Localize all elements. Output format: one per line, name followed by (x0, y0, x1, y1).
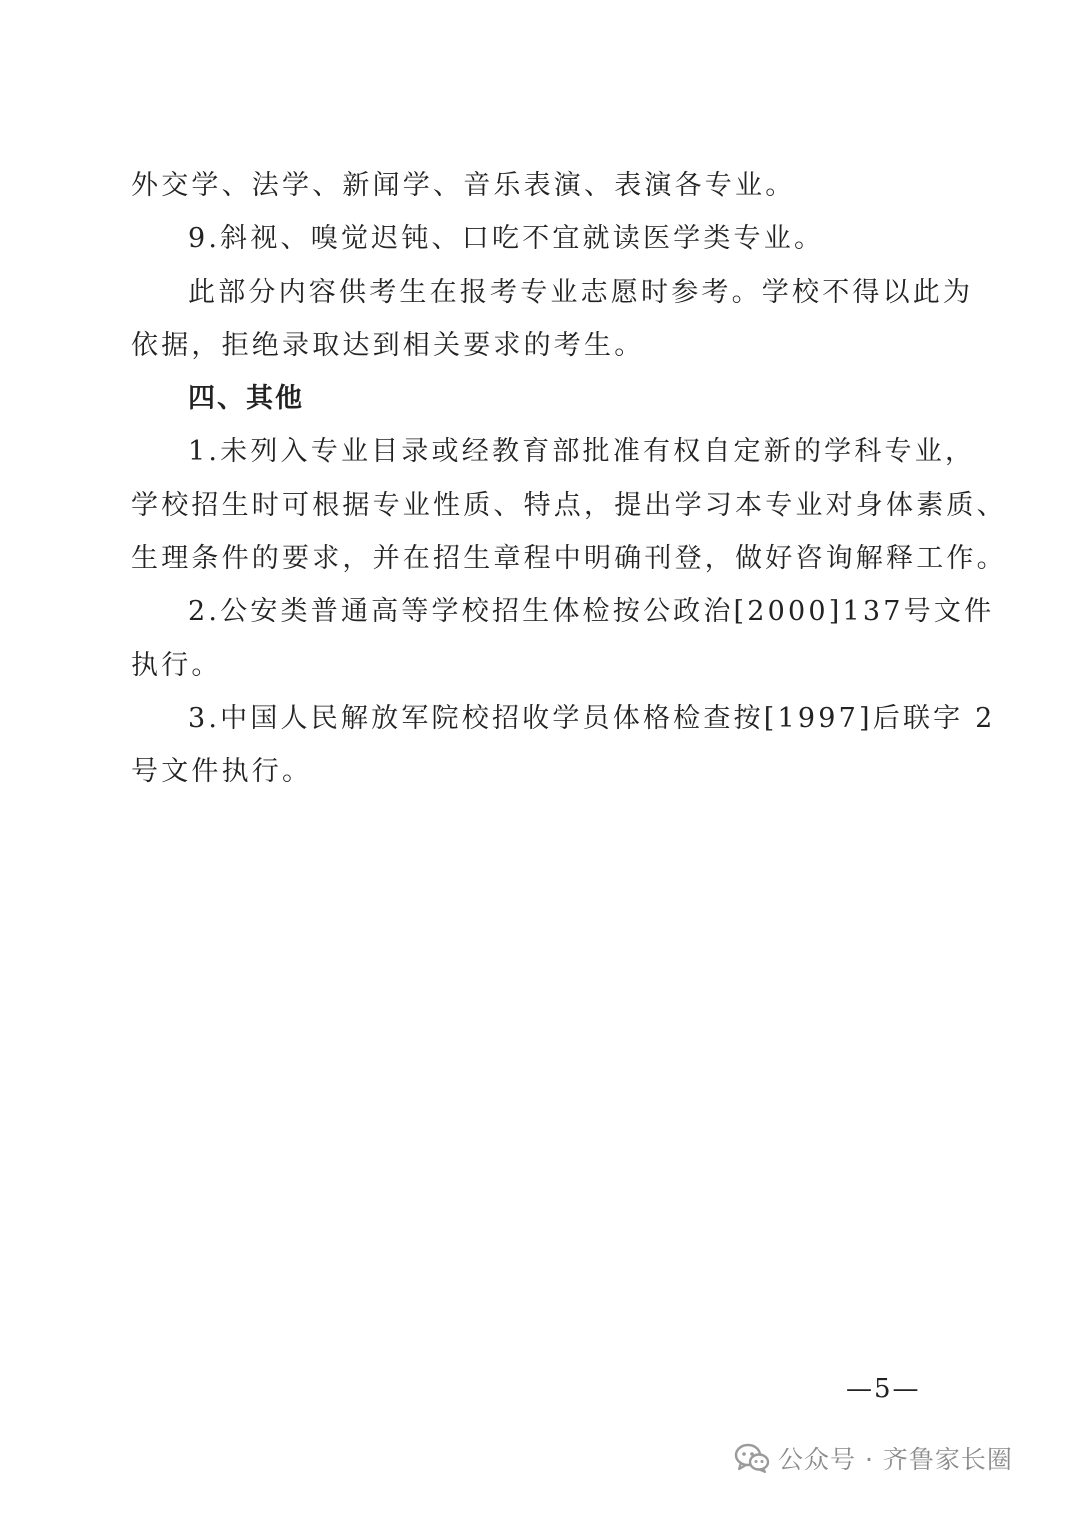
watermark (734, 1438, 1013, 1478)
text-line-1: 外交学、法学、新闻学、音乐表演、表演各专业。 (131, 170, 796, 201)
text-line-11: 3.中国人民解放军院校招收学员体格检查按[1997]后联字 2 (188, 703, 996, 734)
wechat-icon (734, 1443, 770, 1473)
section-heading: 四、其他 (188, 383, 304, 414)
text-line-12: 号文件执行。 (131, 756, 313, 787)
page-number: —5— (846, 1374, 921, 1404)
text-line-9: 2.公安类普通高等学校招生体检按公政治[2000]137号文件 (188, 596, 995, 627)
text-line-8: 生理条件的要求，并在招生章程中明确刊登，做好咨询解释工作。 (131, 543, 1007, 574)
text-line-6: 1.未列入专业目录或经教育部批准有权自定新的学科专业， (188, 436, 976, 467)
text-line-10: 执行。 (131, 650, 222, 681)
text-line-2: 9.斜视、嗅觉迟钝、口吃不宜就读医学类专业。 (188, 223, 825, 254)
text-line-3: 此部分内容供考生在报考专业志愿时参考。学校不得以此为 (188, 277, 974, 308)
watermark-text: 公众号 · 齐鲁家长圈 (778, 1445, 1013, 1474)
text-line-4: 依据，拒绝录取达到相关要求的考生。 (131, 330, 645, 361)
text-line-7: 学校招生时可根据专业性质、特点，提出学习本专业对身体素质、 (131, 490, 1007, 521)
